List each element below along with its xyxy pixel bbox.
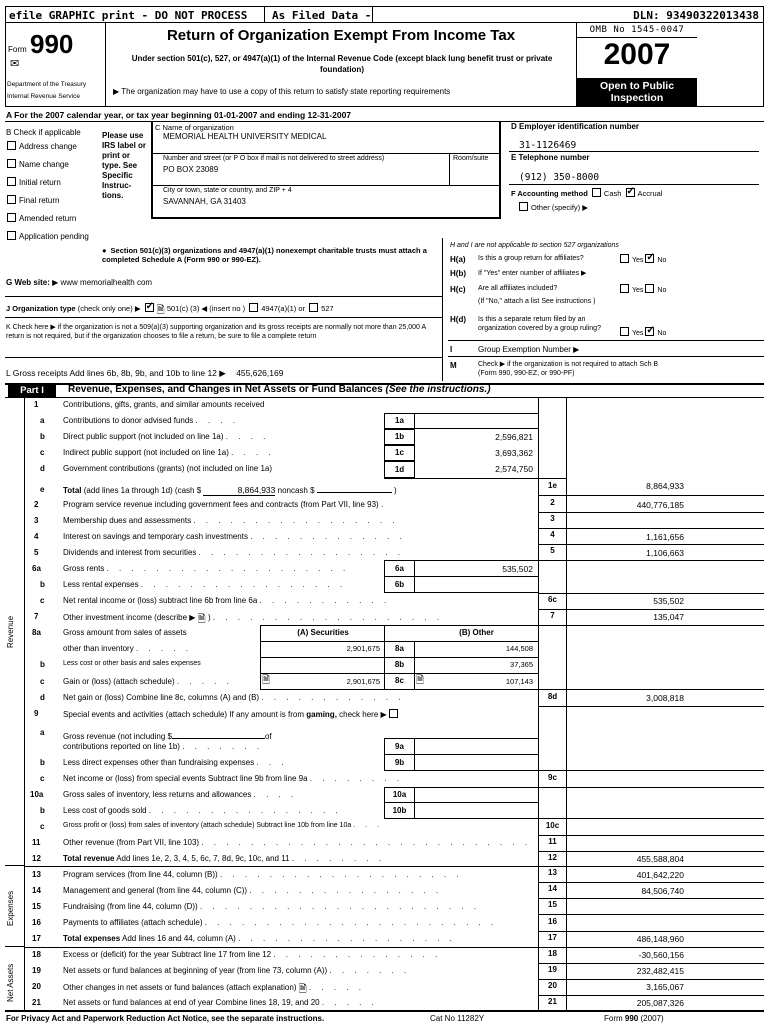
value-21: 205,087,326 <box>636 998 684 1008</box>
line-6c: Net rental income or (loss) subtract line 6b from line 6a . . . . . . . . . . . <box>63 596 391 605</box>
c3-check[interactable] <box>145 303 154 312</box>
expenses-label: Expenses <box>6 890 15 926</box>
cat-number: Cat No 11282Y <box>430 1014 485 1023</box>
k-check: K Check here ▶ if the organization is not a 509(a)(3) supporting organization and its gross receipts are normally not more than 25,000 A return is not required, but if the organization chooses to file a return, be sure to file a complete return <box>6 324 426 340</box>
line-12: Total revenue Add lines 1e, 2, 3, 4, 5, 6c, 7, 8d, 9c, 10c, and 11 . . . . . . . . <box>63 854 386 863</box>
ein-value: 31-1126469 <box>519 140 577 151</box>
value-19: 232,482,415 <box>636 966 684 976</box>
state-note: ▶ The organization may have to use a copy of this return to satisfy state reporting requirements <box>113 87 451 96</box>
amended-return-check[interactable]: Amended return <box>5 213 76 223</box>
value-8c-a: 2,901,675 <box>346 677 380 686</box>
line-9c: Net income or (loss) from special events Subtract line 9b from line 9a . . . . . . . . <box>63 774 404 783</box>
org-street: PO BOX 23089 <box>163 165 219 174</box>
net-assets-label: Net Assets <box>6 963 15 1002</box>
section-b <box>5 124 100 249</box>
hd-no[interactable] <box>645 327 654 336</box>
form-header <box>5 23 764 107</box>
line-7: Other investment income (describe ▶ 🗎 ) . . . . . . . . . . . . . . . . . . . <box>63 613 444 625</box>
application-pending-check[interactable]: Application pending <box>5 231 89 241</box>
line-19: Net assets or fund balances at beginning of year (from line 73, column (A)) . . . . . . . <box>63 966 411 975</box>
value-1b: 2,596,821 <box>495 432 533 442</box>
value-12: 455,588,804 <box>636 854 684 864</box>
phone-value: (912) 350-8000 <box>519 172 600 183</box>
org-type: J Organization type (check only one) ▶ ✓🗎 501(c) (3) ◀ (insert no ) 4947(a)(1) or 527 <box>6 303 334 320</box>
hd-yes[interactable] <box>620 327 629 336</box>
value-8b-b: 37,365 <box>510 660 533 669</box>
other-method-check[interactable] <box>519 202 528 211</box>
line-8b: Less cost or other basis and sales expenses <box>63 660 201 667</box>
line-2: Program service revenue including government fees and contracts (from Part VII, line 93) . <box>63 500 388 509</box>
h-section: H and I are not applicable to section 527 organizations H(a) Is this a group return for affiliates? Yes✓ No H(b) If "Yes" enter number of affiliates ▶ H(c) Are all affiliates included? Yes No (If "No," attach a list See instructions ) H(d) Is this a separate return filed by an organization covered by a group ruling? Yes✓ No I Group Exemption Number ▶ M Check ▶ if the organization is not required to attach Sch B (Form 990, 990-EZ, or 990-PF) <box>448 238 764 383</box>
accrual-check[interactable] <box>626 188 635 197</box>
value-13: 401,642,220 <box>636 870 684 880</box>
please-label: Please use IRS label or print or type. See Specific Instruc- tions. <box>102 131 147 200</box>
line-17: Total expenses Add lines 16 and 44, column (A) . . . . . . . . . . . . . . . . . . <box>63 934 456 943</box>
line-1d: Government contributions (grants) (not included on line 1a) <box>63 464 272 473</box>
hc-yes[interactable] <box>620 284 629 293</box>
line-14: Management and general (from line 44, column (C)) . . . . . . . . . . . . . . . . <box>63 886 443 895</box>
line-21: Net assets or fund balances at end of year Combine lines 18, 19, and 20 . . . . . <box>63 998 378 1007</box>
accounting-method: F Accounting method Cash ✓ Accrual <box>511 188 663 198</box>
final-return-check[interactable]: Final return <box>5 195 59 205</box>
website: G Web site: ▶ www memorialhealth com <box>6 278 153 287</box>
value-5: 1,106,663 <box>646 548 684 558</box>
part1-title: Revenue, Expenses, and Changes in Net Assets or Fund Balances (See the instructions.) <box>68 384 491 395</box>
value-8a-b: 144,508 <box>505 644 533 653</box>
section-b-title: B Check if applicable <box>6 128 81 137</box>
section-a: A For the 2007 calendar year, or tax year beginning 01-01-2007 and ending 12-31-2007 <box>6 110 352 120</box>
form-icon: ✉ <box>10 58 20 70</box>
as-filed-notice: As Filed Data - <box>272 9 372 22</box>
open-inspection: Open to Public Inspection <box>577 78 697 106</box>
efile-notice: efile GRAPHIC print - DO NOT PROCESS <box>9 9 248 22</box>
value-1e: 8,864,933 <box>646 481 684 491</box>
line-5: Dividends and interest from securities . . . . . . . . . . . . . . . . . <box>63 548 404 557</box>
sec501-note: ● Section 501(c)(3) organizations and 4947(a)(1) nonexempt charitable trusts must attach a completed Schedule A (Form 990 or 990-EZ). <box>102 246 427 264</box>
value-17: 486,148,960 <box>636 934 684 944</box>
name-change-check[interactable]: Name change <box>5 159 69 169</box>
line-11: Other revenue (from Part VII, line 103) . . . . . . . . . . . . . . . . . . . . . . . . . . . <box>63 838 532 847</box>
value-2: 440,776,185 <box>636 500 684 510</box>
value-6c: 535,502 <box>653 596 684 606</box>
year-box: OMB No 1545-0047 2007 Open to Public Inspection <box>576 23 764 106</box>
col-b-header: (B) Other <box>459 628 494 637</box>
value-4: 1,161,656 <box>646 532 684 542</box>
value-1c: 3,693,362 <box>495 448 533 458</box>
line-9b: Less direct expenses other than fundraising expenses . . . <box>63 758 288 767</box>
top-bar <box>5 6 764 23</box>
line-8a: Gross amount from sales of assets <box>63 628 187 637</box>
form-title-area <box>107 23 575 106</box>
form-title: Return of Organization Exempt From Income Tax <box>166 27 516 44</box>
line-9: Special events and activities (attach schedule) If any amount is from gaming, check here ▶ <box>63 709 401 719</box>
initial-return-check[interactable]: Initial return <box>5 177 61 187</box>
line-1c: Indirect public support (not included on line 1a) . . . . <box>63 448 275 457</box>
line-10a: Gross sales of inventory, less returns and allowances . . . . <box>63 790 298 799</box>
line-10c: Gross profit or (loss) from sales of inventory (attach schedule) Subtract line 10b from line 10a . . . <box>63 822 383 829</box>
form-id: Form 990 ✉ Department of the Treasury Internal Revenue Service <box>6 23 106 106</box>
org-name: MEMORIAL HEALTH UNIVERSITY MEDICAL <box>163 132 327 141</box>
value-20: 3,165,067 <box>646 982 684 992</box>
revenue-label: Revenue <box>6 615 15 648</box>
privacy-notice: For Privacy Act and Paperwork Reduction Act Notice, see the separate instructions. <box>6 1014 325 1023</box>
line-10b: Less cost of goods sold . . . . . . . . . . . . . . . . <box>63 806 342 815</box>
4947-check[interactable] <box>249 303 258 312</box>
line-1a: Contributions to donor advised funds . . . . <box>63 416 240 425</box>
ha-no[interactable] <box>645 254 654 263</box>
line-8c: Gain or (loss) (attach schedule) . . . . . <box>63 677 233 686</box>
cash-check[interactable] <box>592 188 601 197</box>
value-8c-b: 107,143 <box>505 677 533 686</box>
value-8d: 3,008,818 <box>646 693 684 703</box>
org-box: C Name of organization MEMORIAL HEALTH UNIVERSITY MEDICAL Number and street (or P O box if mail is not delivered to street address) Room/suite PO BOX 23089 City or town, state or country, and ZIP + 4 SAVANNAH, GA 31403 <box>151 122 501 219</box>
part1-tag: Part I <box>8 385 56 397</box>
ein-section: D Employer identification number 31-1126469 E Telephone number (912) 350-8000 F Accounting method Cash ✓ Accrual Other (specify) ▶ <box>509 122 764 217</box>
line-4: Interest on savings and temporary cash investments . . . . . . . . . . . . . <box>63 532 406 541</box>
gross-receipts: L Gross receipts Add lines 6b, 8b, 9b, and 10b to line 12 ▶ 455,626,169 <box>6 368 284 378</box>
dln-number: DLN: 93490322013438 <box>633 9 759 22</box>
line-8d: Net gain or (loss) Combine line 8c, columns (A) and (B) . . . . . . . . . . . . <box>63 693 405 702</box>
line-1e: Total (add lines 1a through 1d) (cash $ 8,864,933 noncash $ ) <box>63 485 397 495</box>
value-18: -30,560,156 <box>638 950 684 960</box>
line-6a: Gross rents . . . . . . . . . . . . . . . . . . . . <box>63 564 350 573</box>
form-subtitle: Under section 501(c), 527, or 4947(a)(1) of the Internal Revenue Code (except black lung benefit trust or private foundation) <box>131 54 553 74</box>
527-check[interactable] <box>309 303 318 312</box>
value-6a: 535,502 <box>502 564 533 574</box>
form-number: 990 <box>30 29 74 59</box>
tax-year: 2007 <box>603 38 671 71</box>
line-13: Program services (from line 44, column (B)) . . . . . . . . . . . . . . . . . . . . <box>63 870 463 879</box>
value-1d: 2,574,750 <box>495 464 533 474</box>
line-1b: Direct public support (not included on line 1a) . . . . <box>63 432 270 441</box>
org-city: SAVANNAH, GA 31403 <box>163 197 246 206</box>
line-1: Contributions, gifts, grants, and similar amounts received <box>63 400 265 409</box>
line-3: Membership dues and assessments . . . . . . . . . . . . . . . . . <box>63 516 399 525</box>
line-9a: Gross revenue (not including $ of <box>63 732 272 741</box>
value-14: 84,506,740 <box>641 886 684 896</box>
ha-yes[interactable] <box>620 254 629 263</box>
col-a-header: (A) Securities <box>297 628 349 637</box>
form-footer: Form 990 (2007) <box>604 1014 664 1023</box>
line-18: Excess or (deficit) for the year Subtract line 17 from line 12 . . . . . . . . . . . . . . <box>63 950 442 959</box>
line-20: Other changes in net assets or fund balances (attach explanation) 🗎 . . . . . <box>63 983 366 995</box>
value-8a-a: 2,901,675 <box>346 644 380 653</box>
address-change-check[interactable]: Address change <box>5 141 77 151</box>
line-15: Fundraising (from line 44, column (D)) . . . . . . . . . . . . . . . . . . . . . . . <box>63 902 480 911</box>
line-16: Payments to affiliates (attach schedule) . . . . . . . . . . . . . . . . . . . . . . . . <box>63 918 498 927</box>
value-7: 135,047 <box>653 612 684 622</box>
line-6b: Less rental expenses . . . . . . . . . . . . . . . . . <box>63 580 347 589</box>
hc-no[interactable] <box>645 284 654 293</box>
